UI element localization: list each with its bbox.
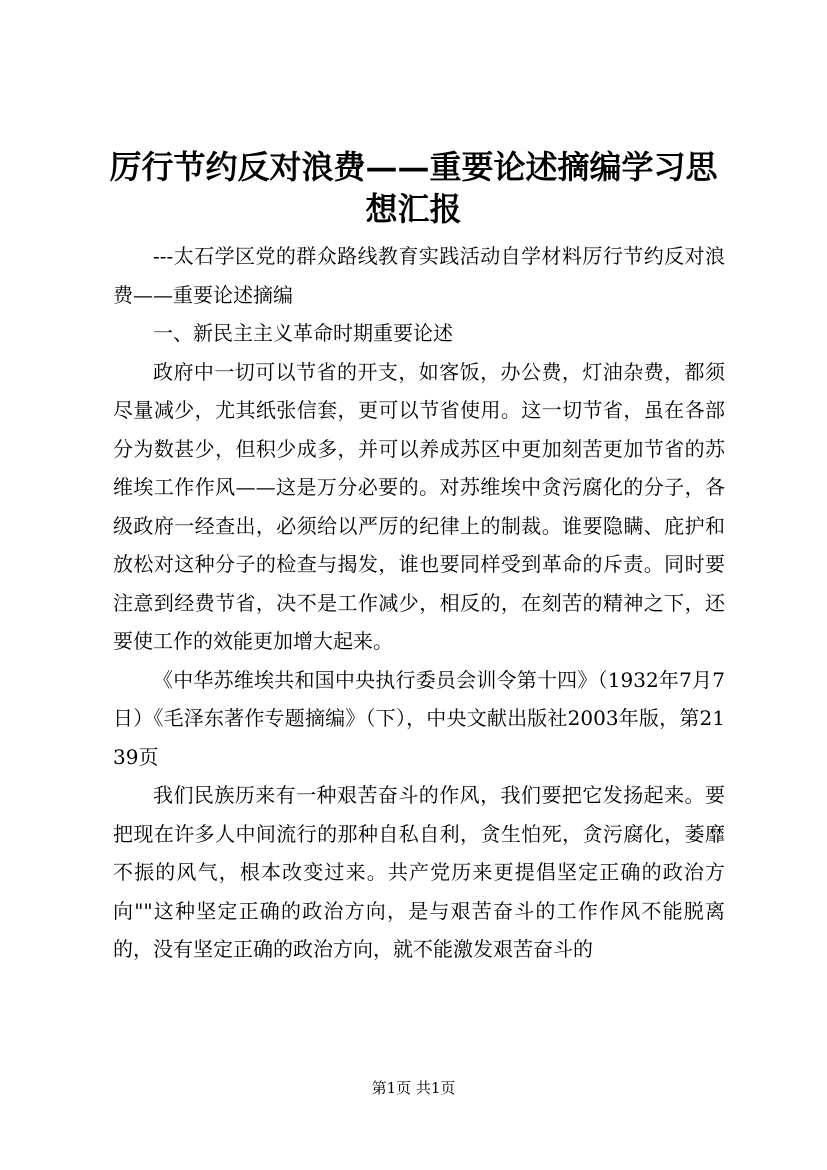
body-paragraph: 政府中一切可以节省的开支，如客饭，办公费，灯油杂费，都须尽量减少，尤其纸张信套，更可以节省使用。这一切节省，虽在各部分为数甚少，但积少成多，并可以养成苏区中更加刻苦更加节省的苏维埃工作作风——这是万分必要的。对苏维埃中贪污腐化的分子，各级政府一经查出，必须给以严厉的纪律上的制裁。谁要隐瞒、庇护和放松对这种分子的检查与揭发，谁也要同样受到革命的斥责。同时要注意到经费节省，决不是工作减少，相反的，在刻苦的精神之下，还要使工作的效能更加增大起来。 bbox=[113, 359, 725, 653]
citation-paragraph: 《中华苏维埃共和国中央执行委员会训令第十四》（1932年7月7日）《毛泽东著作专题摘编》（下），中央文献出版社2003年版，第2139页 bbox=[113, 667, 725, 769]
document-title: 厉行节约反对浪费——重要论述摘编学习思想汇报 bbox=[109, 148, 718, 228]
body-paragraph: 我们民族历来有一种艰苦奋斗的作风，我们要把它发扬起来。要把现在许多人中间流行的那种自私自利，贪生怕死，贪污腐化，萎靡不振的风气，根本改变过来。共产党历来更提倡坚定正确的政治方向""这种坚定正确的政治方向，是与艰苦奋斗的工作作风不能脱离的，没有坚定正确的政治方向，就不能激发艰苦奋斗的 bbox=[113, 783, 725, 961]
document-body bbox=[113, 237, 725, 969]
page-footer: 第1页 共1页 bbox=[371, 1079, 456, 1097]
section-heading: 一、新民主主义革命时期重要论述 bbox=[153, 321, 453, 345]
subtitle-paragraph: ---太石学区党的群众路线教育实践活动自学材料厉行节约反对浪费——重要论述摘编 bbox=[113, 244, 725, 307]
